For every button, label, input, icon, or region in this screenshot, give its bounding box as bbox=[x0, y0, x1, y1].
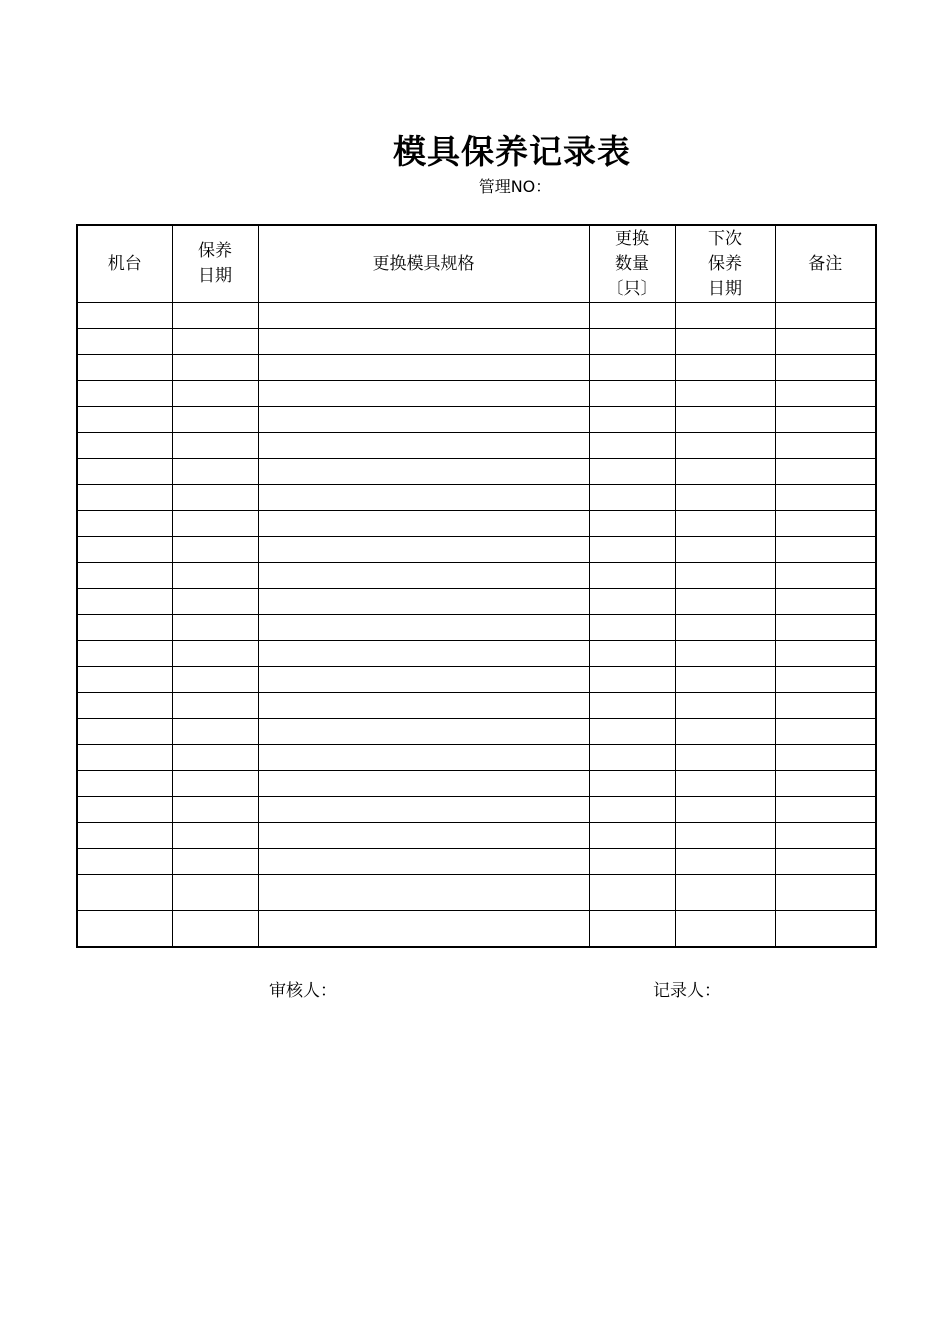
table-cell-next_date[interactable] bbox=[675, 771, 775, 797]
table-row bbox=[77, 615, 876, 641]
table-cell-quantity[interactable] bbox=[589, 433, 675, 459]
table-cell-mold_spec[interactable] bbox=[258, 537, 589, 563]
table-row bbox=[77, 485, 876, 511]
table-cell-mold_spec[interactable] bbox=[258, 693, 589, 719]
table-row bbox=[77, 667, 876, 693]
table-row bbox=[77, 911, 876, 948]
table-cell-remarks[interactable] bbox=[775, 355, 876, 381]
table-cell-remarks[interactable] bbox=[775, 911, 876, 948]
table-cell-next_date[interactable] bbox=[675, 511, 775, 537]
table-cell-maint_date[interactable] bbox=[172, 823, 258, 849]
table-cell-machine[interactable] bbox=[77, 823, 172, 849]
table-cell-mold_spec[interactable] bbox=[258, 381, 589, 407]
table-cell-machine[interactable] bbox=[77, 641, 172, 667]
table-cell-maint_date[interactable] bbox=[172, 433, 258, 459]
table-row bbox=[77, 849, 876, 875]
table-row bbox=[77, 303, 876, 329]
table-cell-mold_spec[interactable] bbox=[258, 615, 589, 641]
table-row bbox=[77, 537, 876, 563]
table-cell-mold_spec[interactable] bbox=[258, 875, 589, 911]
table-cell-remarks[interactable] bbox=[775, 589, 876, 615]
table-row bbox=[77, 355, 876, 381]
table-cell-quantity[interactable] bbox=[589, 745, 675, 771]
header-quantity-line: 〔只〕 bbox=[606, 278, 658, 299]
table-cell-mold_spec[interactable] bbox=[258, 667, 589, 693]
table-cell-quantity[interactable] bbox=[589, 693, 675, 719]
table-cell-next_date[interactable] bbox=[675, 329, 775, 355]
table-cell-maint_date[interactable] bbox=[172, 459, 258, 485]
table-cell-machine[interactable] bbox=[77, 667, 172, 693]
table-cell-quantity[interactable] bbox=[589, 459, 675, 485]
table-row bbox=[77, 641, 876, 667]
table-cell-mold_spec[interactable] bbox=[258, 849, 589, 875]
table-cell-maint_date[interactable] bbox=[172, 745, 258, 771]
table-cell-machine[interactable] bbox=[77, 719, 172, 745]
table-cell-quantity[interactable] bbox=[589, 407, 675, 433]
table-cell-maint_date[interactable] bbox=[172, 355, 258, 381]
reviewer-label: 审核人： bbox=[269, 981, 337, 1001]
maintenance-record-table bbox=[76, 224, 877, 948]
table-cell-machine[interactable] bbox=[77, 407, 172, 433]
table-cell-next_date[interactable] bbox=[675, 407, 775, 433]
table-cell-mold_spec[interactable] bbox=[258, 797, 589, 823]
table-cell-mold_spec[interactable] bbox=[258, 823, 589, 849]
table-cell-mold_spec[interactable] bbox=[258, 459, 589, 485]
table-cell-next_date[interactable] bbox=[675, 485, 775, 511]
table-cell-remarks[interactable] bbox=[775, 485, 876, 511]
table-row bbox=[77, 589, 876, 615]
table-cell-remarks[interactable] bbox=[775, 303, 876, 329]
table-cell-mold_spec[interactable] bbox=[258, 911, 589, 948]
table-header-row bbox=[77, 225, 876, 303]
table-cell-quantity[interactable] bbox=[589, 875, 675, 911]
table-cell-machine[interactable] bbox=[77, 485, 172, 511]
table-cell-mold_spec[interactable] bbox=[258, 511, 589, 537]
table-cell-machine[interactable] bbox=[77, 589, 172, 615]
table-cell-next_date[interactable] bbox=[675, 667, 775, 693]
table-cell-remarks[interactable] bbox=[775, 823, 876, 849]
table-cell-remarks[interactable] bbox=[775, 407, 876, 433]
table-cell-mold_spec[interactable] bbox=[258, 433, 589, 459]
table-cell-quantity[interactable] bbox=[589, 329, 675, 355]
table-cell-mold_spec[interactable] bbox=[258, 407, 589, 433]
table-cell-machine[interactable] bbox=[77, 381, 172, 407]
table-cell-remarks[interactable] bbox=[775, 797, 876, 823]
table-cell-machine[interactable] bbox=[77, 303, 172, 329]
table-cell-quantity[interactable] bbox=[589, 485, 675, 511]
table-cell-quantity[interactable] bbox=[589, 823, 675, 849]
table-cell-machine[interactable] bbox=[77, 911, 172, 948]
table-cell-maint_date[interactable] bbox=[172, 641, 258, 667]
table-cell-machine[interactable] bbox=[77, 537, 172, 563]
header-remarks bbox=[775, 225, 876, 303]
table-row bbox=[77, 693, 876, 719]
table-cell-next_date[interactable] bbox=[675, 911, 775, 948]
table-cell-machine[interactable] bbox=[77, 355, 172, 381]
header-next-date-line: 下次 bbox=[708, 228, 742, 249]
table-cell-remarks[interactable] bbox=[775, 511, 876, 537]
table-cell-quantity[interactable] bbox=[589, 355, 675, 381]
table-row bbox=[77, 771, 876, 797]
header-next-maintenance-date bbox=[675, 225, 775, 303]
header-next-date-line: 日期 bbox=[708, 278, 742, 299]
table-cell-quantity[interactable] bbox=[589, 563, 675, 589]
table-cell-machine[interactable] bbox=[77, 329, 172, 355]
table-cell-remarks[interactable] bbox=[775, 563, 876, 589]
header-remarks-line: 备注 bbox=[808, 253, 843, 274]
header-quantity bbox=[589, 225, 675, 303]
table-row bbox=[77, 797, 876, 823]
table-cell-quantity[interactable] bbox=[589, 303, 675, 329]
table-row bbox=[77, 745, 876, 771]
table-cell-mold_spec[interactable] bbox=[258, 771, 589, 797]
table-cell-quantity[interactable] bbox=[589, 589, 675, 615]
table-cell-remarks[interactable] bbox=[775, 537, 876, 563]
table-cell-remarks[interactable] bbox=[775, 719, 876, 745]
table-cell-machine[interactable] bbox=[77, 459, 172, 485]
table-cell-machine[interactable] bbox=[77, 797, 172, 823]
table-cell-quantity[interactable] bbox=[589, 719, 675, 745]
table-cell-next_date[interactable] bbox=[675, 693, 775, 719]
table-cell-remarks[interactable] bbox=[775, 433, 876, 459]
table-cell-maint_date[interactable] bbox=[172, 667, 258, 693]
table-cell-next_date[interactable] bbox=[675, 823, 775, 849]
table-row bbox=[77, 459, 876, 485]
header-quantity-line: 数量 bbox=[615, 253, 649, 274]
table-cell-next_date[interactable] bbox=[675, 615, 775, 641]
table-cell-next_date[interactable] bbox=[675, 589, 775, 615]
table-cell-maint_date[interactable] bbox=[172, 615, 258, 641]
form-title: 模具保养记录表 bbox=[393, 132, 631, 171]
table-cell-machine[interactable] bbox=[77, 875, 172, 911]
table-cell-maint_date[interactable] bbox=[172, 589, 258, 615]
table-row bbox=[77, 719, 876, 745]
table-cell-quantity[interactable] bbox=[589, 641, 675, 667]
table-cell-remarks[interactable] bbox=[775, 459, 876, 485]
table-cell-next_date[interactable] bbox=[675, 875, 775, 911]
table-cell-next_date[interactable] bbox=[675, 459, 775, 485]
table-cell-remarks[interactable] bbox=[775, 667, 876, 693]
table-cell-quantity[interactable] bbox=[589, 911, 675, 948]
header-maintenance-date bbox=[172, 225, 258, 303]
table-cell-remarks[interactable] bbox=[775, 875, 876, 911]
header-quantity-line: 更换 bbox=[615, 228, 649, 249]
table-row bbox=[77, 823, 876, 849]
table-cell-maint_date[interactable] bbox=[172, 693, 258, 719]
table-row bbox=[77, 329, 876, 355]
table-cell-quantity[interactable] bbox=[589, 615, 675, 641]
table-cell-quantity[interactable] bbox=[589, 511, 675, 537]
table-cell-machine[interactable] bbox=[77, 615, 172, 641]
table-cell-quantity[interactable] bbox=[589, 849, 675, 875]
table-row bbox=[77, 407, 876, 433]
table-cell-maint_date[interactable] bbox=[172, 849, 258, 875]
table-row bbox=[77, 381, 876, 407]
table-cell-remarks[interactable] bbox=[775, 381, 876, 407]
management-no-label: 管理NO： bbox=[478, 177, 552, 196]
table-cell-mold_spec[interactable] bbox=[258, 303, 589, 329]
table-cell-machine[interactable] bbox=[77, 745, 172, 771]
table-cell-mold_spec[interactable] bbox=[258, 641, 589, 667]
table-cell-mold_spec[interactable] bbox=[258, 589, 589, 615]
table-cell-mold_spec[interactable] bbox=[258, 355, 589, 381]
table-cell-next_date[interactable] bbox=[675, 719, 775, 745]
header-machine bbox=[77, 225, 172, 303]
table-cell-remarks[interactable] bbox=[775, 745, 876, 771]
table-cell-remarks[interactable] bbox=[775, 849, 876, 875]
table-row bbox=[77, 433, 876, 459]
table-cell-remarks[interactable] bbox=[775, 329, 876, 355]
table-cell-maint_date[interactable] bbox=[172, 875, 258, 911]
table-cell-mold_spec[interactable] bbox=[258, 563, 589, 589]
table-cell-next_date[interactable] bbox=[675, 797, 775, 823]
table-cell-remarks[interactable] bbox=[775, 771, 876, 797]
table-cell-mold_spec[interactable] bbox=[258, 329, 589, 355]
header-machine-line: 机台 bbox=[107, 253, 142, 274]
table-cell-maint_date[interactable] bbox=[172, 407, 258, 433]
table-cell-maint_date[interactable] bbox=[172, 911, 258, 948]
table-cell-remarks[interactable] bbox=[775, 641, 876, 667]
table-cell-next_date[interactable] bbox=[675, 537, 775, 563]
table-cell-mold_spec[interactable] bbox=[258, 745, 589, 771]
table-cell-machine[interactable] bbox=[77, 693, 172, 719]
table-cell-next_date[interactable] bbox=[675, 433, 775, 459]
table-cell-machine[interactable] bbox=[77, 849, 172, 875]
table-cell-remarks[interactable] bbox=[775, 693, 876, 719]
table-cell-machine[interactable] bbox=[77, 563, 172, 589]
table-cell-mold_spec[interactable] bbox=[258, 719, 589, 745]
table-cell-maint_date[interactable] bbox=[172, 511, 258, 537]
table-cell-next_date[interactable] bbox=[675, 745, 775, 771]
table-cell-maint_date[interactable] bbox=[172, 797, 258, 823]
table-cell-next_date[interactable] bbox=[675, 381, 775, 407]
header-maintenance-date-line: 日期 bbox=[198, 266, 232, 286]
table-row bbox=[77, 563, 876, 589]
table-cell-remarks[interactable] bbox=[775, 615, 876, 641]
table-row bbox=[77, 875, 876, 911]
recorder-label: 记录人： bbox=[653, 981, 721, 1001]
table-cell-machine[interactable] bbox=[77, 511, 172, 537]
table-cell-maint_date[interactable] bbox=[172, 329, 258, 355]
table-cell-next_date[interactable] bbox=[675, 849, 775, 875]
table-cell-quantity[interactable] bbox=[589, 771, 675, 797]
table-cell-next_date[interactable] bbox=[675, 355, 775, 381]
table-cell-quantity[interactable] bbox=[589, 381, 675, 407]
table-cell-machine[interactable] bbox=[77, 433, 172, 459]
header-mold-spec bbox=[258, 225, 589, 303]
table-cell-quantity[interactable] bbox=[589, 797, 675, 823]
table-cell-maint_date[interactable] bbox=[172, 303, 258, 329]
table-cell-maint_date[interactable] bbox=[172, 719, 258, 745]
header-maintenance-date-line: 保养 bbox=[198, 241, 232, 261]
table-cell-maint_date[interactable] bbox=[172, 381, 258, 407]
table-cell-maint_date[interactable] bbox=[172, 771, 258, 797]
table-cell-mold_spec[interactable] bbox=[258, 485, 589, 511]
table-cell-quantity[interactable] bbox=[589, 537, 675, 563]
header-mold-spec-line: 更换模具规格 bbox=[372, 253, 475, 274]
table-body bbox=[77, 303, 876, 948]
table-cell-quantity[interactable] bbox=[589, 667, 675, 693]
table-cell-maint_date[interactable] bbox=[172, 563, 258, 589]
table-row bbox=[77, 511, 876, 537]
header-next-date-line: 保养 bbox=[708, 253, 742, 274]
table-cell-maint_date[interactable] bbox=[172, 537, 258, 563]
table-cell-next_date[interactable] bbox=[675, 563, 775, 589]
table-cell-machine[interactable] bbox=[77, 771, 172, 797]
table-cell-maint_date[interactable] bbox=[172, 485, 258, 511]
table-cell-next_date[interactable] bbox=[675, 641, 775, 667]
table-cell-next_date[interactable] bbox=[675, 303, 775, 329]
